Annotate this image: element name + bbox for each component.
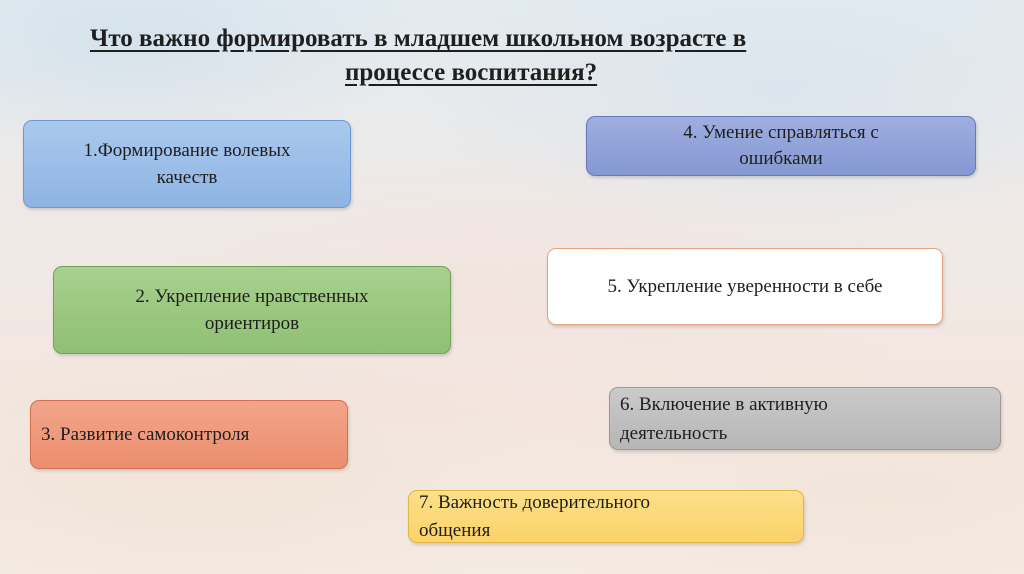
item-box-7-line-2: общения bbox=[419, 519, 491, 541]
item-box-3 bbox=[30, 400, 348, 469]
item-box-7 bbox=[408, 490, 804, 543]
item-box-4-line-1: 4. Умение справляться с bbox=[683, 122, 879, 143]
item-box-2 bbox=[53, 266, 451, 354]
item-box-4-text bbox=[683, 120, 879, 172]
item-box-4 bbox=[586, 116, 976, 176]
item-box-7-line-1: 7. Важность доверительного bbox=[419, 491, 651, 513]
item-box-1-line-1: 1.Формирование волевых bbox=[83, 140, 291, 161]
item-box-2-text bbox=[135, 283, 368, 337]
item-box-6-line-1: 6. Включение в активную bbox=[620, 393, 828, 415]
item-box-1-text bbox=[83, 137, 290, 191]
slide-title-line-1: Что важно формировать в младшем школьном возрасте в bbox=[90, 25, 747, 52]
item-box-5 bbox=[547, 248, 943, 325]
item-box-2-line-2: ориентиров bbox=[204, 313, 300, 334]
slide-title-line-2: процессе воспитания? bbox=[345, 59, 598, 86]
item-box-6-line-2: деятельность bbox=[620, 422, 728, 444]
item-box-1 bbox=[23, 120, 351, 208]
item-box-3-line-1: 3. Развитие самоконтроля bbox=[41, 424, 250, 445]
item-box-2-line-1: 2. Укрепление нравственных bbox=[135, 286, 369, 307]
item-box-6-text bbox=[620, 390, 828, 448]
item-box-4-line-2: ошибками bbox=[739, 148, 823, 169]
item-box-6 bbox=[609, 387, 1001, 450]
item-box-5-line-1: 5. Укрепление уверенности в себе bbox=[607, 276, 883, 297]
item-box-7-text bbox=[419, 489, 650, 545]
item-box-1-line-2: качеств bbox=[156, 167, 218, 188]
slide-title bbox=[90, 22, 990, 90]
